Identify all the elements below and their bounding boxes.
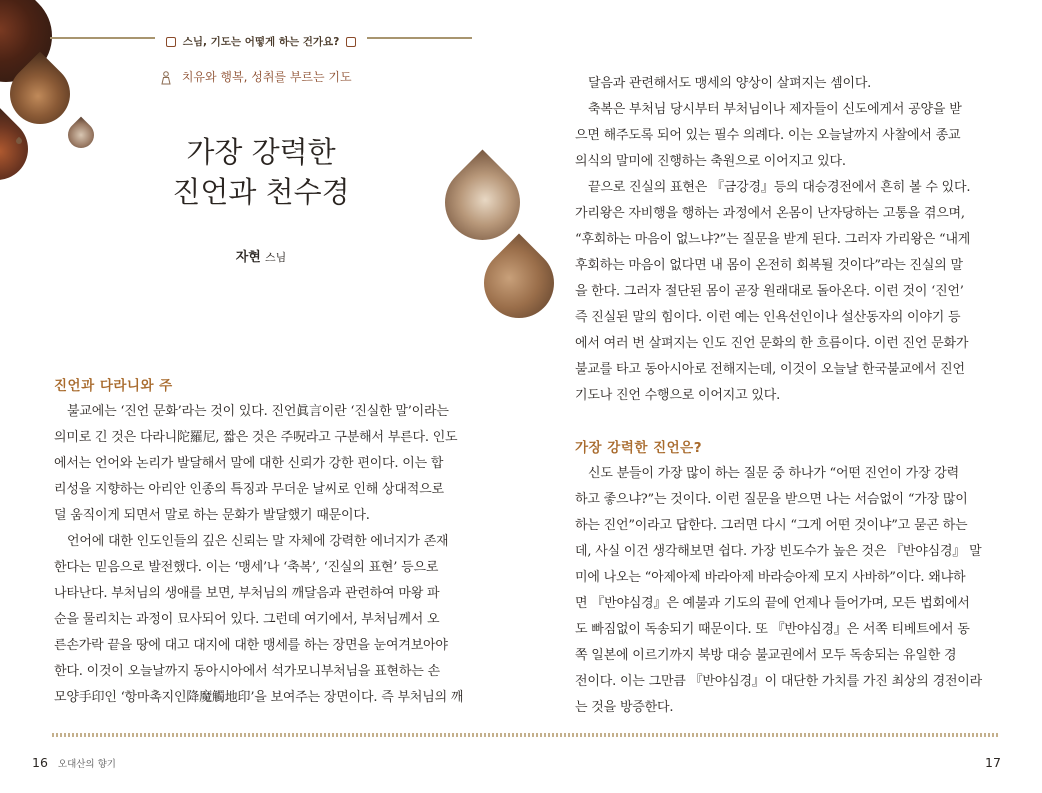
right-paragraphs-top xyxy=(575,71,993,409)
text-line: 끝으로 진실의 표현은 『금강경』등의 대승경전에서 흔히 볼 수 있다. xyxy=(588,180,971,195)
article-title xyxy=(0,132,522,212)
text-line: 에서는 언어와 논리가 발달해서 말에 대한 신뢰가 강한 편이다. 이는 합 xyxy=(54,456,444,471)
author-byline xyxy=(0,246,522,265)
paragraph xyxy=(575,175,993,409)
text-line: 한다는 믿음으로 발전했다. 이는 ‘맹세’나 ‘축복’, ‘진실의 표현’ 등으로 xyxy=(54,560,439,575)
text-line: 의미로 긴 것은 다라니陀羅尼, 짧은 것은 주呪라고 구분해서 부른다. 인도 xyxy=(54,430,458,445)
series-title xyxy=(0,34,522,49)
left-column xyxy=(54,373,470,711)
text-line: 달음과 관련해서도 맹세의 양상이 살펴지는 셈이다. xyxy=(588,76,872,91)
text-line: 불교에는 ‘진언 문화’라는 것이 있다. 진언眞言이란 ‘진실한 말’이라는 xyxy=(67,404,449,419)
left-page-number: 16 xyxy=(32,755,48,770)
monk-icon xyxy=(160,71,172,85)
text-line: 전이다. 이는 그만큼 『반야심경』이 대단한 가치를 가진 최상의 경전이라 xyxy=(575,674,983,689)
paragraph xyxy=(54,399,470,529)
text-line: 리성을 지향하는 아리안 인종의 특징과 무더운 날씨로 인해 상대적으로 xyxy=(54,482,444,497)
section-heading-mantra: 진언과 다라니와 주 xyxy=(54,378,173,394)
text-line: 면 『반야심경』은 예불과 기도의 끝에 언제나 들어가며, 모든 법회에서 xyxy=(575,596,970,611)
text-line: 신도 분들이 가장 많이 하는 질문 중 하나가 “어떤 진언이 가장 강력 xyxy=(588,466,960,481)
text-line: 른손가락 끝을 땅에 대고 대지에 대한 맹세를 하는 장면을 눈여겨보아야 xyxy=(54,638,448,653)
right-column xyxy=(575,71,993,721)
left-folio xyxy=(32,755,116,770)
text-line: 미에 나오는 “아제아제 바라아제 바라승아제 모지 사바하”이다. 왜냐하 xyxy=(575,570,966,585)
text-line: 는 것을 방증한다. xyxy=(575,700,674,715)
ornament-icon xyxy=(346,37,356,47)
paragraph xyxy=(575,97,993,175)
text-line: 언어에 대한 인도인들의 깊은 신뢰는 말 자체에 강력한 에너지가 존재 xyxy=(67,534,449,549)
paragraph xyxy=(575,71,993,97)
text-line: 쪽 일본에 이르기까지 북방 대승 불교권에서 모두 독송되는 유일한 경 xyxy=(575,648,957,663)
section-heading-strongest: 가장 강력한 진언은? xyxy=(575,440,703,456)
text-line: 한다. 이것이 오늘날까지 동아시아에서 석가모니부처님을 표현하는 손 xyxy=(54,664,440,679)
left-paragraphs xyxy=(54,399,470,711)
text-line: “후회하는 마음이 없느냐?”는 질문을 받게 된다. 그러자 가리왕은 “내게 xyxy=(575,232,971,247)
text-line: 축복은 부처님 당시부터 부처님이나 제자들이 신도에게서 공양을 받 xyxy=(588,102,962,117)
right-page-number: 17 xyxy=(985,755,1001,770)
paragraph xyxy=(575,461,993,721)
text-line: 데, 사실 이건 생각해보면 쉽다. 가장 빈도수가 높은 것은 『반야심경』 말 xyxy=(575,544,982,559)
footer-rule xyxy=(52,733,998,737)
subtitle-text: 치유와 행복, 성취를 부르는 기도 xyxy=(181,70,352,84)
text-line: 후회하는 마음이 없다면 내 몸이 온전히 회복될 것이다”라는 진실의 말 xyxy=(575,258,963,273)
title-line-2: 진언과 천수경 xyxy=(172,175,350,209)
subtitle xyxy=(160,68,352,85)
magazine-name: 오대산의 향기 xyxy=(57,759,116,770)
paragraph xyxy=(54,529,470,711)
author-suffix: 스님 xyxy=(265,251,287,264)
ornament-icon xyxy=(166,37,176,47)
right-paragraphs-bottom xyxy=(575,461,993,721)
text-line: 즉 진실된 말의 힘이다. 이런 예는 인욕선인이나 설산동자의 이야기 등 xyxy=(575,310,961,325)
text-line: 모양手印인 ‘항마촉지인降魔觸地印’을 보여주는 장면이다. 즉 부처님의 깨 xyxy=(54,690,464,705)
text-line: 도 빠짐없이 독송되기 때문이다. 또 『반야심경』은 서쪽 티베트에서 동 xyxy=(575,622,970,637)
text-line: 의식의 말미에 진행하는 축원으로 이어지고 있다. xyxy=(575,154,846,169)
text-line: 불교를 타고 동아시아로 전해지는데, 이것이 오늘날 한국불교에서 진언 xyxy=(575,362,965,377)
text-line: 에서 여러 번 살펴지는 인도 진언 문화의 한 흐름이다. 이런 진언 문화가 xyxy=(575,336,969,351)
text-line: 하고 좋으냐?”는 것이다. 이런 질문을 받으면 나는 서슴없이 “가장 많이 xyxy=(575,492,968,507)
text-line: 을 한다. 그러자 절단된 몸이 곧장 원래대로 돌아온다. 이런 것이 ‘진언’ xyxy=(575,284,964,299)
author-name: 자현 xyxy=(235,250,261,265)
text-line: 으면 해주도록 되어 있는 필수 의례다. 이는 오늘날까지 사찰에서 종교 xyxy=(575,128,961,143)
text-line: 나타난다. 부처님의 생애를 보면, 부처님의 깨달음과 관련하여 마왕 파 xyxy=(54,586,440,601)
text-line: 덜 움직이게 되면서 말로 하는 문화가 발달했기 때문이다. xyxy=(54,508,370,523)
text-line: 기도나 진언 수행으로 이어지고 있다. xyxy=(575,388,781,403)
text-line: 가리왕은 자비행을 행하는 과정에서 온몸이 난자당하는 고통을 겪으며, xyxy=(575,206,965,221)
text-line: 하는 진언”이라고 답한다. 그러면 다시 “그게 어떤 것이냐”고 묻곤 하는 xyxy=(575,518,968,533)
series-title-text: 스님, 기도는 어떻게 하는 건가요? xyxy=(182,36,340,48)
text-line: 순을 물리치는 과정이 묘사되어 있다. 그런데 여기에서, 부처님께서 오 xyxy=(54,612,440,627)
title-line-1: 가장 강력한 xyxy=(186,135,336,169)
